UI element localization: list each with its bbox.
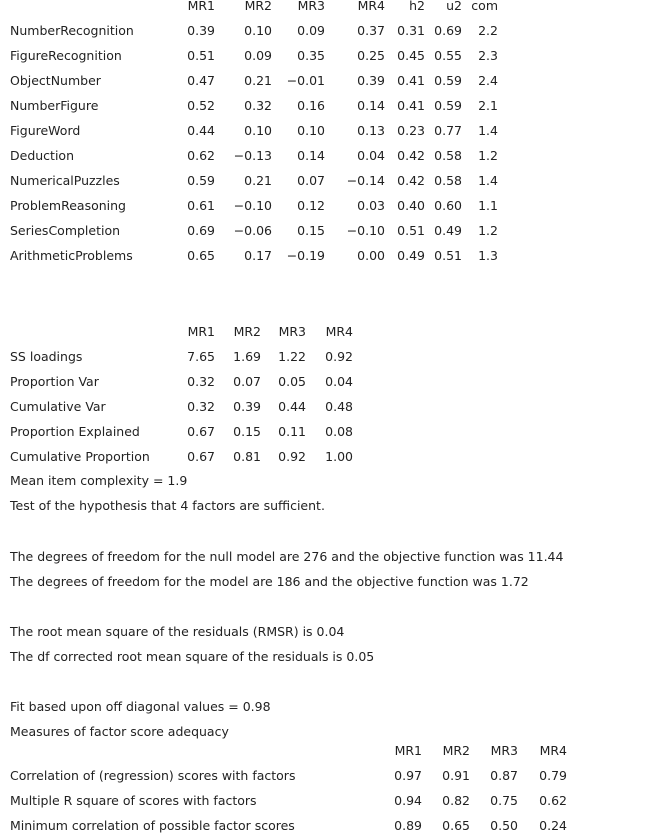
loadings-cell: 1.4 [478,173,498,188]
adequacy-row [10,788,567,813]
loadings-header-mr2: MR2 [244,0,272,13]
loadings-cell: 0.77 [434,123,462,138]
loadings-cell: 0.42 [397,173,425,188]
loadings-cell: −0.06 [233,223,272,238]
loadings-header-row [10,0,498,18]
adequacy-header-mr3: MR3 [490,743,518,758]
variance-header-mr4: MR4 [325,324,353,339]
adequacy-row [10,763,567,788]
variance-cell: 7.65 [187,349,215,364]
variance-cell: 0.48 [325,399,353,414]
variance-cell: 0.11 [278,424,306,439]
variance-cell: 1.69 [233,349,261,364]
variance-row [10,444,353,469]
variance-header-mr1: MR1 [187,324,215,339]
df-corrected-rmsr-line: The df corrected root mean square of the residuals is 0.05 [10,649,375,664]
loadings-cell: 0.52 [187,98,215,113]
variance-header-mr2: MR2 [233,324,261,339]
variance-table [10,319,353,469]
variance-cell: 0.07 [233,374,261,389]
loadings-row-label: SeriesCompletion [10,223,121,238]
variance-cell: 0.15 [233,424,261,439]
loadings-cell: 0.09 [244,48,272,63]
loadings-row-label: NumberRecognition [10,23,134,38]
variance-row-label: Cumulative Proportion [10,449,150,464]
loadings-row [10,43,498,68]
loadings-header-u2: u2 [446,0,462,13]
adequacy-cell: 0.97 [394,768,422,783]
variance-cell: 0.67 [187,449,215,464]
loadings-cell: 0.51 [434,248,462,263]
variance-cell: 0.44 [278,399,306,414]
loadings-cell: 0.65 [187,248,215,263]
loadings-cell: −0.19 [286,248,325,263]
loadings-cell: 0.40 [397,198,425,213]
loadings-cell: 0.09 [297,23,325,38]
variance-row [10,369,353,394]
loadings-cell: 2.3 [478,48,498,63]
variance-header-row [10,319,353,344]
variance-cell: 0.08 [325,424,353,439]
loadings-row [10,118,498,143]
variance-cell: 0.32 [187,374,215,389]
variance-cell: 0.92 [325,349,353,364]
loadings-row [10,218,498,243]
loadings-cell: 0.13 [357,123,385,138]
variance-cell: 0.05 [278,374,306,389]
loadings-cell: 0.32 [244,98,272,113]
loadings-row-label: NumberFigure [10,98,99,113]
loadings-row [10,168,498,193]
loadings-cell: 0.35 [297,48,325,63]
loadings-cell: 0.23 [397,123,425,138]
loadings-cell: 0.49 [397,248,425,263]
adequacy-header-mr2: MR2 [442,743,470,758]
loadings-cell: 0.58 [434,173,462,188]
adequacy-title: Measures of factor score adequacy [10,724,229,739]
loadings-row-label: Deduction [10,148,74,163]
variance-row [10,419,353,444]
variance-header-mr3: MR3 [278,324,306,339]
loadings-cell: 1.2 [478,148,498,163]
adequacy-cell: 0.24 [539,818,567,833]
loadings-cell: 0.21 [244,73,272,88]
variance-row [10,394,353,419]
loadings-cell: −0.13 [233,148,272,163]
loadings-cell: 0.49 [434,223,462,238]
adequacy-header-blank [10,738,375,763]
variance-cell: 0.39 [233,399,261,414]
fit-line: Fit based upon off diagonal values = 0.98 [10,699,271,714]
loadings-header-mr4: MR4 [357,0,385,13]
adequacy-header-mr1: MR1 [394,743,422,758]
loadings-cell: 0.39 [187,23,215,38]
loadings-cell: 0.21 [244,173,272,188]
loadings-row-label: ArithmeticProblems [10,248,133,263]
loadings-cell: 0.69 [187,223,215,238]
loadings-cell: 0.15 [297,223,325,238]
loadings-cell: 0.00 [357,248,385,263]
loadings-cell: 0.44 [187,123,215,138]
loadings-cell: 0.61 [187,198,215,213]
adequacy-cell: 0.94 [394,793,422,808]
loadings-cell: 1.3 [478,248,498,263]
variance-row-label: Cumulative Var [10,399,106,414]
adequacy-cell: 0.89 [394,818,422,833]
loadings-header-mr3: MR3 [297,0,325,13]
adequacy-row [10,813,567,838]
adequacy-cell: 0.79 [539,768,567,783]
loadings-header-blank [10,0,175,18]
loadings-cell: 0.17 [244,248,272,263]
variance-cell: 0.92 [278,449,306,464]
loadings-cell: 0.51 [397,223,425,238]
loadings-row [10,193,498,218]
loadings-cell: 0.58 [434,148,462,163]
adequacy-header-mr4: MR4 [539,743,567,758]
loadings-row-label: ObjectNumber [10,73,101,88]
loadings-cell: 0.59 [187,173,215,188]
hypothesis-test: Test of the hypothesis that 4 factors are sufficient. [10,498,325,513]
adequacy-cell: 0.75 [490,793,518,808]
loadings-cell: 0.41 [397,98,425,113]
loadings-cell: 0.39 [357,73,385,88]
loadings-cell: 0.14 [357,98,385,113]
loadings-cell: 0.59 [434,73,462,88]
variance-row [10,344,353,369]
adequacy-cell: 0.65 [442,818,470,833]
loadings-cell: −0.14 [346,173,385,188]
loadings-header-h2: h2 [409,0,425,13]
variance-row-label: Proportion Explained [10,424,140,439]
loadings-cell: 0.10 [297,123,325,138]
adequacy-table [10,738,567,838]
loadings-cell: 0.12 [297,198,325,213]
adequacy-row-label: Correlation of (regression) scores with factors [10,768,296,783]
variance-cell: 0.67 [187,424,215,439]
adequacy-cell: 0.82 [442,793,470,808]
loadings-cell: −0.10 [233,198,272,213]
loadings-cell: 0.62 [187,148,215,163]
loadings-cell: 0.03 [357,198,385,213]
loadings-row-label: FigureRecognition [10,48,122,63]
rmsr-line: The root mean square of the residuals (RMSR) is 0.04 [10,624,345,639]
loadings-header-com: com [471,0,498,13]
loadings-cell: 0.51 [187,48,215,63]
model-df: The degrees of freedom for the model are 186 and the objective function was 1.72 [10,574,529,589]
loadings-cell: 1.4 [478,123,498,138]
loadings-cell: 2.4 [478,73,498,88]
loadings-cell: 0.47 [187,73,215,88]
loadings-cell: 2.1 [478,98,498,113]
loadings-cell: 0.55 [434,48,462,63]
loadings-cell: −0.01 [286,73,325,88]
loadings-cell: 0.45 [397,48,425,63]
adequacy-cell: 0.87 [490,768,518,783]
variance-cell: 1.00 [325,449,353,464]
loadings-cell: −0.10 [346,223,385,238]
loadings-row-label: NumericalPuzzles [10,173,120,188]
loadings-table [10,0,498,268]
loadings-cell: 0.16 [297,98,325,113]
mean-item-complexity: Mean item complexity = 1.9 [10,473,188,488]
loadings-cell: 0.10 [244,23,272,38]
adequacy-cell: 0.91 [442,768,470,783]
loadings-cell: 0.07 [297,173,325,188]
loadings-row-label: FigureWord [10,123,81,138]
loadings-row [10,68,498,93]
adequacy-header-row [10,738,567,763]
loadings-row [10,18,498,43]
loadings-cell: 0.60 [434,198,462,213]
loadings-cell: 0.69 [434,23,462,38]
loadings-cell: 1.1 [478,198,498,213]
variance-cell: 0.81 [233,449,261,464]
loadings-cell: 0.14 [297,148,325,163]
adequacy-row-label: Multiple R square of scores with factors [10,793,257,808]
loadings-row [10,243,498,268]
loadings-cell: 2.2 [478,23,498,38]
loadings-cell: 0.41 [397,73,425,88]
adequacy-cell: 0.50 [490,818,518,833]
adequacy-row-label: Minimum correlation of possible factor scores [10,818,295,833]
variance-row-label: Proportion Var [10,374,99,389]
variance-row-label: SS loadings [10,349,83,364]
variance-cell: 0.04 [325,374,353,389]
loadings-row [10,143,498,168]
loadings-cell: 0.31 [397,23,425,38]
loadings-cell: 0.25 [357,48,385,63]
variance-cell: 1.22 [278,349,306,364]
variance-cell: 0.32 [187,399,215,414]
loadings-cell: 0.04 [357,148,385,163]
variance-header-blank [10,319,170,344]
adequacy-cell: 0.62 [539,793,567,808]
null-model-df: The degrees of freedom for the null model are 276 and the objective function was 11.44 [10,549,564,564]
loadings-cell: 0.37 [357,23,385,38]
loadings-row-label: ProblemReasoning [10,198,126,213]
loadings-cell: 1.2 [478,223,498,238]
loadings-cell: 0.42 [397,148,425,163]
loadings-row [10,93,498,118]
loadings-cell: 0.10 [244,123,272,138]
loadings-header-mr1: MR1 [187,0,215,13]
loadings-cell: 0.59 [434,98,462,113]
